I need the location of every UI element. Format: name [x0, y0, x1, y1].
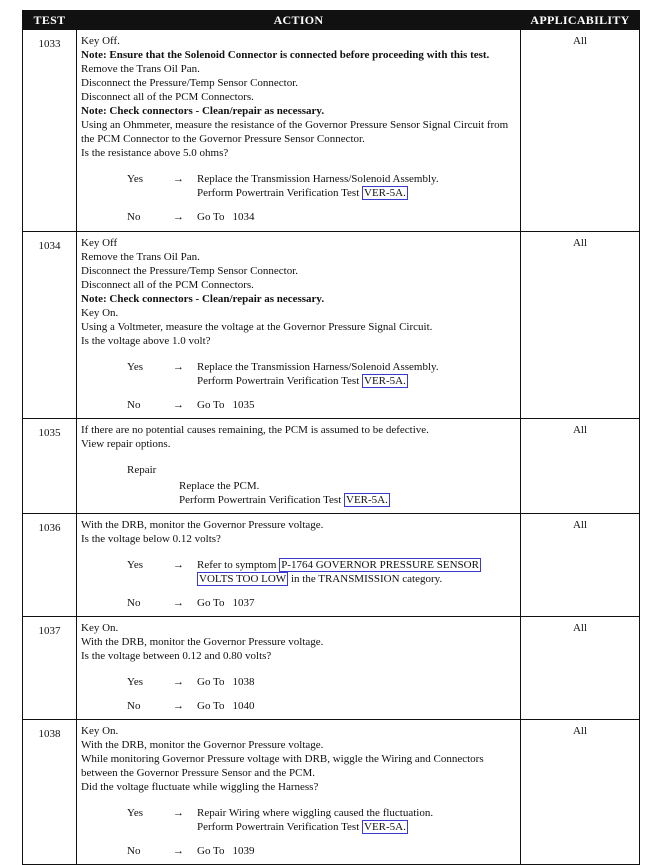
- answer-label: No: [127, 399, 141, 411]
- goto-text: [197, 596, 514, 610]
- action-text: With the DRB, monitor the Governor Pressure voltage.: [81, 739, 324, 751]
- goto-label: Go To: [197, 676, 225, 688]
- action-text: Disconnect all of the PCM Connectors.: [81, 91, 254, 103]
- response-body: [197, 398, 514, 412]
- arrow-icon: →: [173, 676, 184, 688]
- action-cell: [77, 617, 521, 720]
- response-text: Replace the Transmission Harness/Solenoid Assembly.: [197, 173, 439, 185]
- response-row: [81, 596, 514, 610]
- action-text: Using a Voltmeter, measure the voltage at the Governor Pressure Signal Circuit.: [81, 321, 433, 333]
- table-row: [23, 720, 640, 865]
- action-cell: [77, 30, 521, 232]
- response-row: [81, 172, 514, 200]
- response-body: [197, 699, 514, 713]
- response-text: Perform Powertrain Verification Test VER-5A.: [197, 375, 406, 387]
- table-row: [23, 617, 640, 720]
- repair-label-row: [81, 463, 514, 477]
- arrow-icon: →: [173, 399, 184, 411]
- action-text: Did the voltage fluctuate while wiggling the Harness?: [81, 781, 319, 793]
- answer-label: Yes: [127, 807, 144, 819]
- response-row: [81, 844, 514, 858]
- action-text: Key On.: [81, 725, 119, 737]
- action-text: Disconnect the Pressure/Temp Sensor Connector.: [81, 77, 299, 89]
- applicability-value: All: [521, 30, 640, 232]
- goto-label: Go To: [197, 211, 225, 223]
- answer-label: No: [127, 211, 141, 223]
- symptom-link[interactable]: P-1764 GOVERNOR PRESSURE SENSOR: [281, 559, 479, 571]
- repair-body: [179, 479, 514, 507]
- action-text: While monitoring Governor Pressure voltage with DRB, wiggle the Wiring and Connectors between the Governor Pressure Sensor and the PCM.: [81, 753, 484, 779]
- applicability-value: All: [521, 514, 640, 617]
- diagnostic-table: [22, 10, 640, 865]
- action-cell: [77, 514, 521, 617]
- response-row: [81, 558, 514, 586]
- applicability-value: All: [521, 232, 640, 419]
- action-text: Key Off: [81, 237, 118, 249]
- applicability-value: All: [521, 617, 640, 720]
- action-text: Key On.: [81, 307, 119, 319]
- response-body: [197, 596, 514, 610]
- action-text: Is the voltage below 0.12 volts?: [81, 533, 221, 545]
- response-row: [81, 806, 514, 834]
- verification-test-link[interactable]: VER-5A.: [364, 187, 406, 199]
- action-text: Key On.: [81, 622, 119, 634]
- action-text: With the DRB, monitor the Governor Pressure voltage.: [81, 636, 324, 648]
- header-applicability: APPLICABILITY: [521, 11, 640, 30]
- goto-target[interactable]: 1040: [232, 700, 255, 712]
- action-text: If there are no potential causes remaining, the PCM is assumed to be defective.: [81, 424, 429, 436]
- goto-target[interactable]: 1034: [232, 211, 255, 223]
- applicability-value: All: [521, 419, 640, 514]
- answer-label: No: [127, 700, 141, 712]
- goto-label: Go To: [197, 700, 225, 712]
- response-body: [197, 675, 514, 689]
- arrow-icon: →: [173, 173, 184, 185]
- answer-label: Yes: [127, 361, 144, 373]
- arrow-icon: →: [173, 361, 184, 373]
- action-text: View repair options.: [81, 438, 171, 450]
- action-text: With the DRB, monitor the Governor Pressure voltage.: [81, 519, 324, 531]
- action-text: Remove the Trans Oil Pan.: [81, 251, 200, 263]
- diagnostic-table-page: [22, 10, 639, 865]
- response-row: [81, 210, 514, 224]
- action-text: Is the resistance above 5.0 ohms?: [81, 147, 229, 159]
- test-number: 1038: [23, 720, 77, 865]
- response-row: [81, 398, 514, 412]
- action-text: Disconnect all of the PCM Connectors.: [81, 279, 254, 291]
- test-number: 1036: [23, 514, 77, 617]
- action-cell: [77, 419, 521, 514]
- answer-label: Yes: [127, 559, 144, 571]
- action-text: Remove the Trans Oil Pan.: [81, 63, 200, 75]
- test-number: 1034: [23, 232, 77, 419]
- table-header-row: [23, 11, 640, 30]
- goto-target[interactable]: 1037: [232, 597, 255, 609]
- goto-text: [197, 210, 514, 224]
- action-text: Note: Check connectors - Clean/repair as necessary.: [81, 293, 325, 305]
- arrow-icon: →: [173, 597, 184, 609]
- response-body: [197, 806, 514, 834]
- action-text: Is the voltage between 0.12 and 0.80 volts?: [81, 650, 272, 662]
- action-text: Note: Check connectors - Clean/repair as necessary.: [81, 105, 325, 117]
- arrow-icon: →: [173, 211, 184, 223]
- table-row: [23, 419, 640, 514]
- goto-text: [197, 699, 514, 713]
- table-row: [23, 514, 640, 617]
- repair-label: Repair: [127, 464, 157, 476]
- goto-text: [197, 675, 514, 689]
- table-row: [23, 232, 640, 419]
- table-row: [23, 30, 640, 232]
- response-text: Perform Powertrain Verification Test VER-5A.: [197, 821, 406, 833]
- goto-target[interactable]: 1039: [232, 845, 255, 857]
- response-text: Refer to symptom P-1764 GOVERNOR PRESSURE SENSOR: [197, 559, 479, 571]
- arrow-icon: →: [173, 845, 184, 857]
- test-number: 1033: [23, 30, 77, 232]
- test-number: 1035: [23, 419, 77, 514]
- response-text: VOLTS TOO LOW in the TRANSMISSION category.: [199, 573, 443, 585]
- response-row: [81, 675, 514, 689]
- response-text: Repair Wiring where wiggling caused the fluctuation.: [197, 807, 434, 819]
- action-cell: [77, 232, 521, 419]
- arrow-icon: →: [173, 559, 184, 571]
- response-body: [197, 844, 514, 858]
- response-text: Perform Powertrain Verification Test VER-5A.: [179, 494, 388, 506]
- response-row: [81, 360, 514, 388]
- verification-test-link[interactable]: VER-5A.: [364, 375, 406, 387]
- goto-label: Go To: [197, 399, 225, 411]
- response-text: Replace the Transmission Harness/Solenoid Assembly.: [197, 361, 439, 373]
- action-text: Using an Ohmmeter, measure the resistance of the Governor Pressure Sensor Signal Circuit from the PCM Connector to the Governor Pressure Sensor Connector.: [81, 119, 509, 145]
- response-row: [81, 699, 514, 713]
- arrow-icon: →: [173, 700, 184, 712]
- response-body: [197, 558, 514, 586]
- response-body: [197, 210, 514, 224]
- response-body: [197, 172, 514, 200]
- goto-target[interactable]: 1035: [232, 399, 255, 411]
- arrow-icon: →: [173, 807, 184, 819]
- test-number: 1037: [23, 617, 77, 720]
- verification-test-link[interactable]: VER-5A.: [346, 494, 388, 506]
- goto-text: [197, 398, 514, 412]
- response-text: Replace the PCM.: [179, 480, 260, 492]
- goto-text: [197, 844, 514, 858]
- answer-label: Yes: [127, 173, 144, 185]
- answer-label: No: [127, 597, 141, 609]
- header-action: ACTION: [77, 11, 521, 30]
- answer-label: No: [127, 845, 141, 857]
- header-test: TEST: [23, 11, 77, 30]
- applicability-value: All: [521, 720, 640, 865]
- response-text: Perform Powertrain Verification Test VER-5A.: [197, 187, 406, 199]
- answer-label: Yes: [127, 676, 144, 688]
- action-text: Disconnect the Pressure/Temp Sensor Connector.: [81, 265, 299, 277]
- goto-label: Go To: [197, 845, 225, 857]
- verification-test-link[interactable]: VER-5A.: [364, 821, 406, 833]
- goto-target[interactable]: 1038: [232, 676, 255, 688]
- symptom-link[interactable]: VOLTS TOO LOW: [199, 573, 287, 585]
- action-text: Note: Ensure that the Solenoid Connector is connected before proceeding with this test.: [81, 49, 490, 61]
- action-cell: [77, 720, 521, 865]
- response-body: [197, 360, 514, 388]
- action-text: Is the voltage above 1.0 volt?: [81, 335, 211, 347]
- action-text: Key Off.: [81, 35, 120, 47]
- goto-label: Go To: [197, 597, 225, 609]
